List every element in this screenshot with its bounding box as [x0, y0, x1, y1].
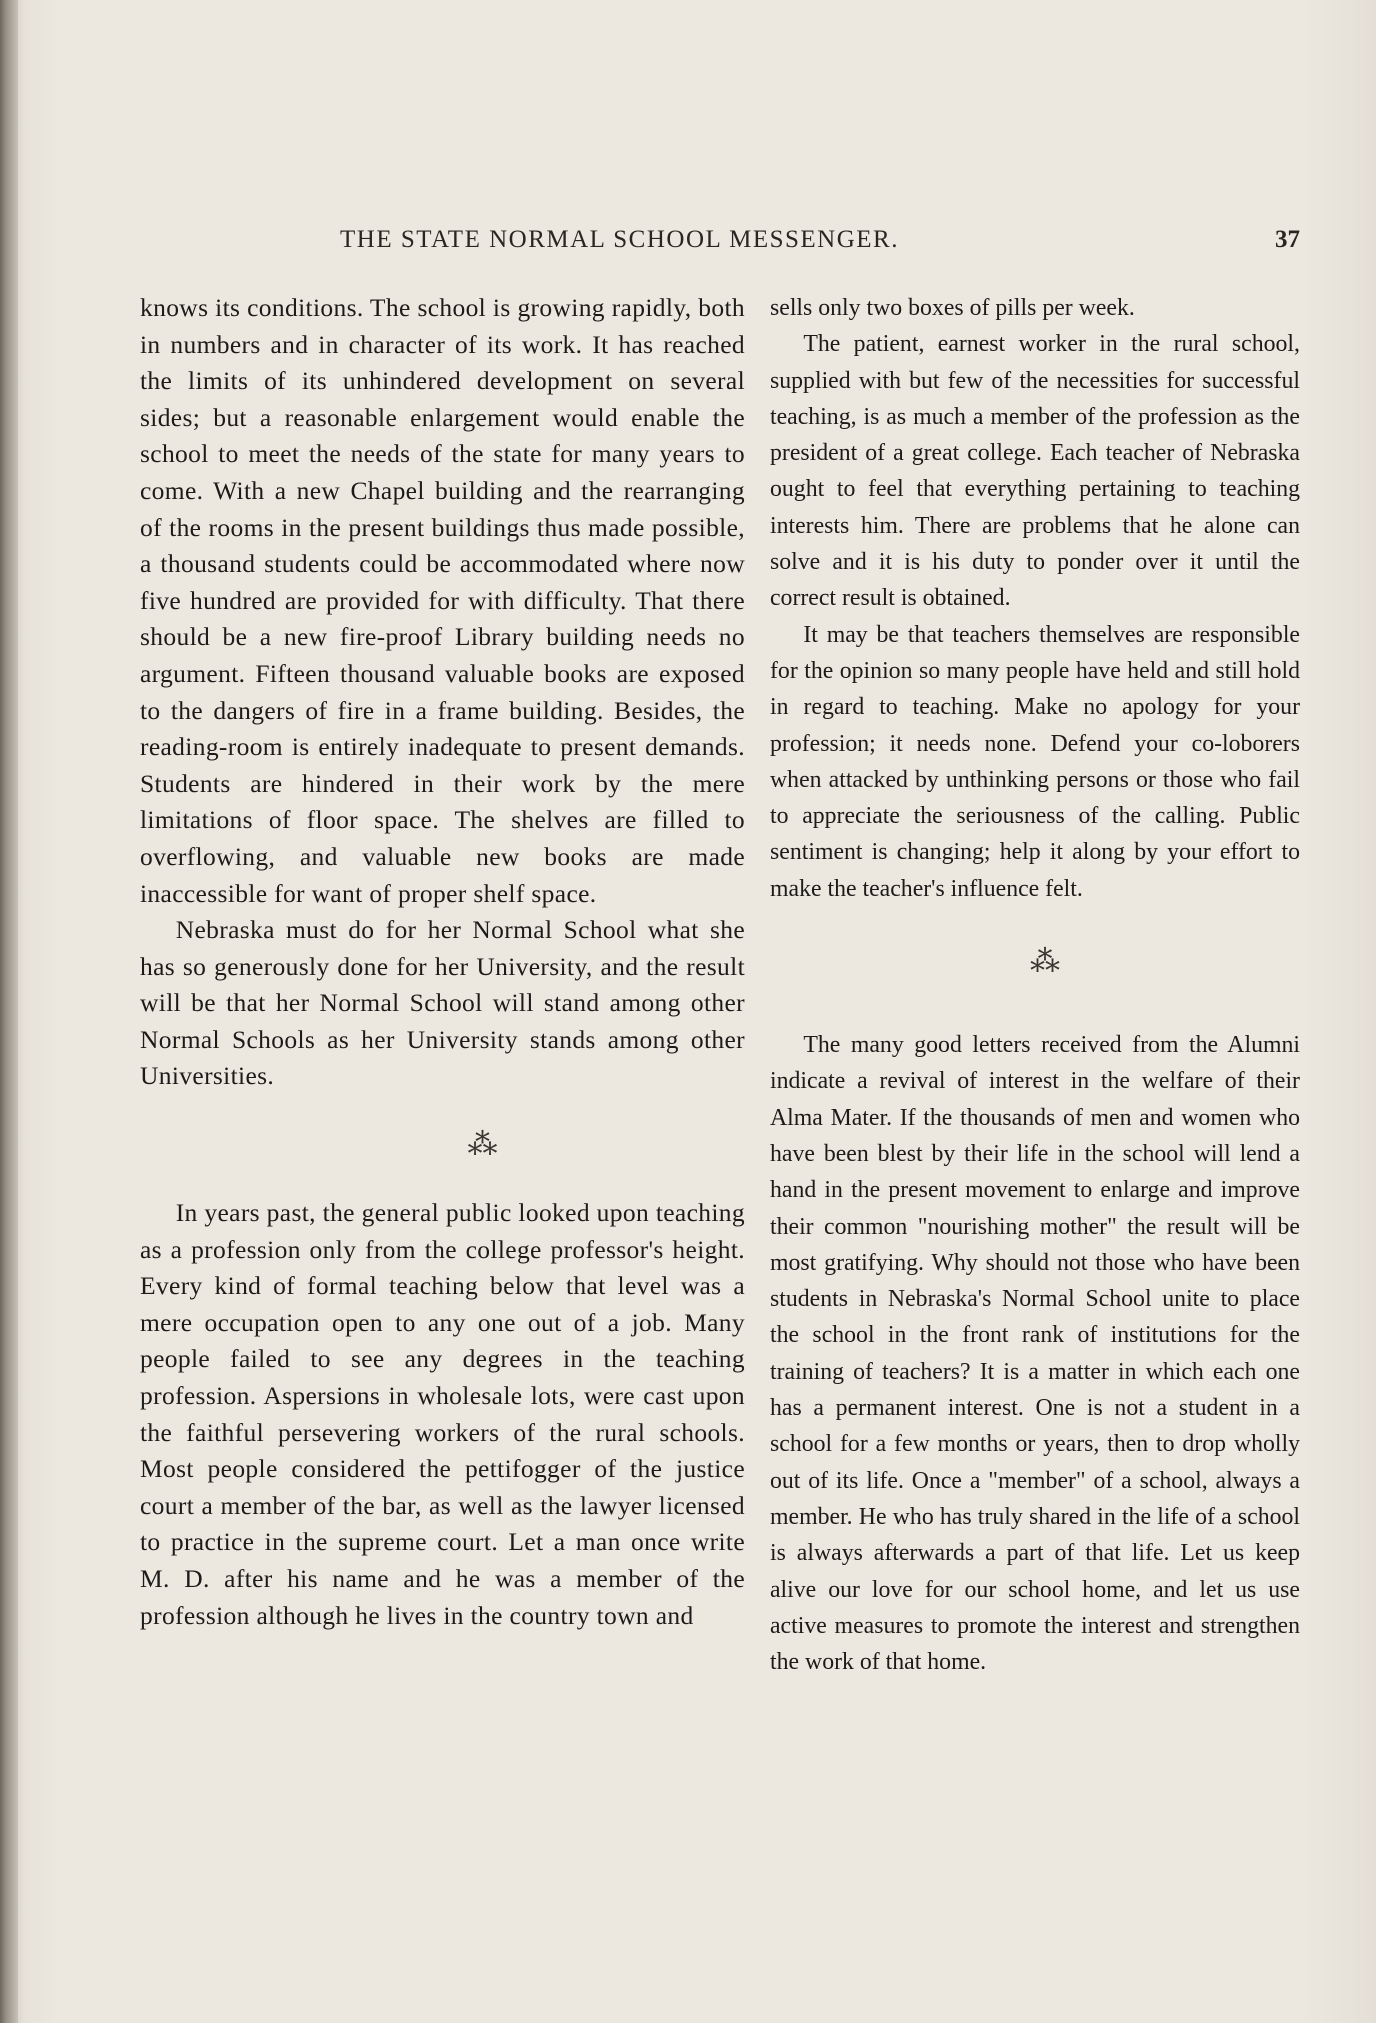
page-number: 37 [1275, 226, 1300, 253]
paragraph-alumni-letters: The many good letters received from the Alumni indicate a revival of interest in the welfare of their Alma Mater. If the thousands of men and women who have been blest by their life in the school will lend a hand in the present movement to enlarge and improve their common "nourishing mother" the result will be most gratifying. Why should not those who have been students in Nebraska's Normal School unite to place the school in the front rank of institutions for the training of teachers? It is a matter in which each one has a permanent interest. One is not a student in a school for a few months or years, then to drop wholly out of its life. Once a "member" of a school, always a member. He who has truly shared in the life of a school is always afterwards a part of that life. Let us keep alive our love for our school home, and let us use active measures to promote the interest and strengthen the work of that home. [770, 1032, 1300, 1676]
page-binding-shadow [0, 0, 18, 2023]
paragraph-continuation: sells only two boxes of pills per week. [770, 295, 1135, 321]
paragraph-teaching-profession: In years past, the general public looked upon teaching as a profession only from the college professor's height. Every kind of formal teaching below that level was a mere occupation open to any one out of a job. Many people failed to see any degrees in the teaching profession. Aspersions in wholesale lots, were cast upon the faithful persevering workers of the rural schools. Most people considered the pettifogger of the justice court a member of the bar, as well as the lawyer licensed to practice in the supreme court. Let a man once write M. D. after his name and he was a member of the profession although he lives in the country town and [140, 1198, 745, 1630]
paragraph-nebraska-normal-school: Nebraska must do for her Normal School what she has so generously done for her University, and the result will be that her Normal School will stand among other Normal Schools as her University stands among other Universities. [140, 915, 745, 1091]
left-column [140, 290, 745, 1634]
paragraph-library-needs: knows its conditions. The school is growing rapidly, both in numbers and in character of its work. It has reached the limits of its unhindered development on several sides; but a reasonable enlargement would enable the school to meet the needs of the state for many years to come. With a new Chapel building and the rearranging of the rooms in the present buildings thus made possible, a thousand students could be accommodated where now five hundred are provided for with difficulty. That there should be a new fire-proof Library building needs no argument. Fifteen thousand valuable books are exposed to the dangers of fire in a frame building. Besides, the reading-room is entirely inadequate to present demands. Students are hindered in their work by the mere limitations of floor space. The shelves are filled to overflowing, and valuable new books are made inaccessible for want of proper shelf space. [140, 293, 745, 908]
paragraph-teacher-responsibility: It may be that teachers themselves are responsible for the opinion so many people have held and still hold in regard to teaching. Make no apology for your profession; it needs none. Defend your co-loborers when attacked by unthinking persons or those who fail to appreciate the seriousness of the calling. Public sentiment is changing; help it along by your effort to make the teacher's influence felt. [770, 621, 1300, 902]
ornament-divider: ⁂ [467, 1128, 498, 1162]
running-header [340, 226, 1300, 260]
right-column [770, 290, 1300, 1680]
ornament-divider: ⁂ [1030, 945, 1060, 979]
paragraph-rural-worker: The patient, earnest worker in the rural school, supplied with but few of the necessities for successful teaching, is as much a member of the profession as the president of a great college. Each teacher of Nebraska ought to feel that everything pertaining to teaching interests him. There are problems that he alone can solve and it is his duty to ponder over it until the correct result is obtained. [770, 331, 1300, 612]
journal-title: THE STATE NORMAL SCHOOL MESSENGER. [340, 226, 899, 253]
